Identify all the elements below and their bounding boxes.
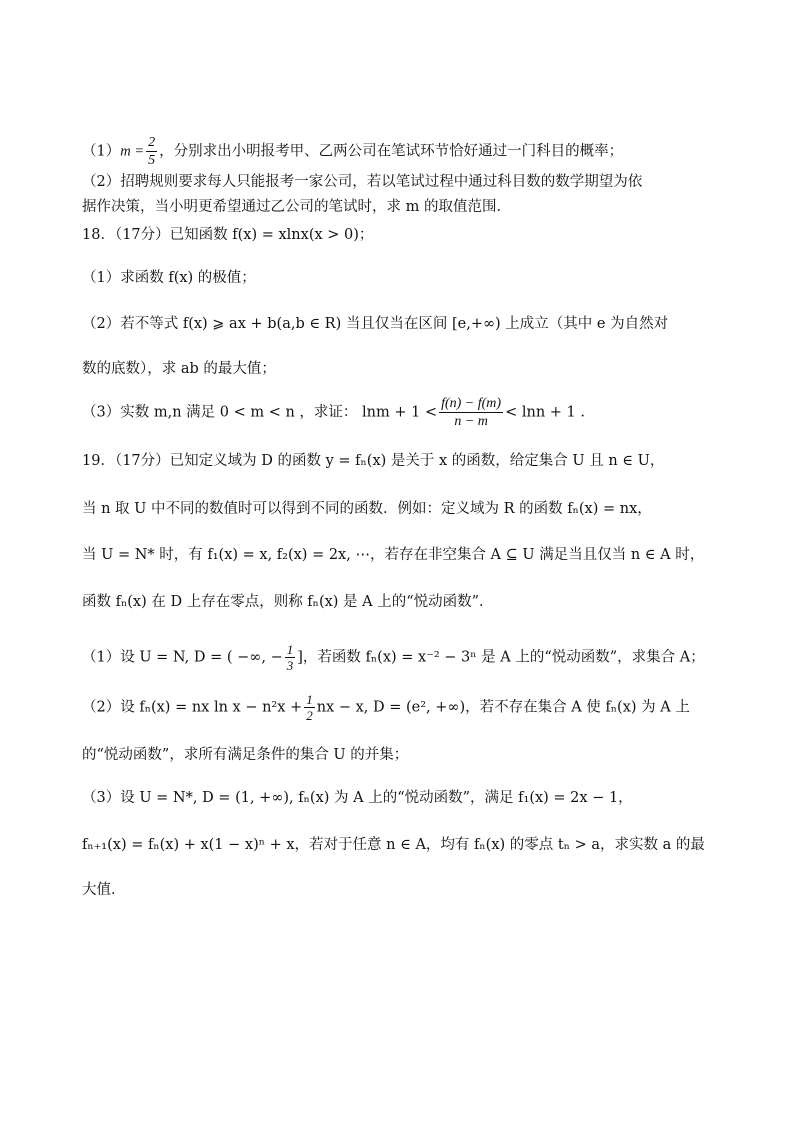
q18-stem: 18．（17分）已知函数 f(x) = xlnx(x > 0)； bbox=[82, 227, 374, 243]
q19-stem-line2: 当 n 取 U 中不同的数值时可以得到不同的函数．例如：定义域为 R 的函数 fₙ(x) = nx， bbox=[82, 501, 652, 517]
q19-part1-text: （1）设 U = N, D = ( −∞, − bbox=[82, 649, 283, 666]
q19-part2-line2: 的“悦动函数”，求所有满足条件的集合 U 的并集； bbox=[82, 747, 409, 763]
q19-part2-line1 bbox=[82, 692, 732, 723]
q17-part2-line2: 据作决策，当小明更希望通过乙公司的笔试时，求 m 的取值范围． bbox=[82, 199, 511, 215]
q19-stem-line4: 函数 fₙ(x) 在 D 上存在零点，则称 fₙ(x) 是 A 上的“悦动函数”． bbox=[82, 594, 494, 610]
q17-part2-line1: （2）招聘规则要求每人只能报考一家公司，若以笔试过程中通过科目数的数学期望为依 bbox=[82, 174, 643, 190]
q18-part2-line1: （2）若不等式 f(x) ⩾ ax + b(a,b ∈ R) 当且仅当在区间 [e,+∞) 上成立（其中 e 为自然对 bbox=[82, 316, 669, 332]
q19-part1 bbox=[82, 642, 732, 673]
fraction-denominator: 2 bbox=[306, 708, 313, 723]
q19-stem-line3: 当 U = N* 时，有 f₁(x) = x, f₂(x) = 2x, ⋯，若存在非空集合 A ⊆ U 满足当且仅当 n ∈ A 时， bbox=[82, 547, 705, 563]
q19-part3-line3: 大值． bbox=[82, 882, 126, 898]
q17-part1-text: ，分别求出小明报考甲、乙两公司在笔试环节恰好通过一门科目的概率； bbox=[159, 143, 624, 160]
q19-part3-line2: fₙ₊₁(x) = fₙ(x) + x(1 − x)ⁿ + x，若对于任意 n ∈ A，均有 fₙ(x) 的零点 tₙ > a，求实数 a 的最 bbox=[82, 837, 705, 853]
q19-part2-fraction bbox=[304, 692, 315, 723]
q19-part2-tail: nx − x, D = (e², +∞)，若不存在集合 A 使 fₙ(x) 为 A 上 bbox=[316, 699, 690, 716]
q18-part1: （1）求函数 f(x) 的极值； bbox=[82, 270, 256, 286]
fraction-denominator: 3 bbox=[286, 658, 294, 673]
q19-part1-fraction bbox=[285, 642, 296, 673]
fraction-numerator: f(n) − f(m) bbox=[441, 396, 502, 411]
fraction-numerator: 1 bbox=[286, 642, 294, 657]
q19-stem-line1: 19．（17分）已知定义域为 D 的函数 y = fₙ(x) 是关于 x 的函数，给定集合 U 且 n ∈ U， bbox=[82, 453, 665, 469]
q17-part1-label: （1） bbox=[82, 143, 121, 160]
q19-part3-line1: （3）设 U = N*, D = (1, +∞), fₙ(x) 为 A 上的“悦动函数”，满足 f₁(x) = 2x − 1， bbox=[82, 790, 633, 806]
fraction-denominator: n − m bbox=[454, 414, 488, 429]
q18-part3-tail: < lnn + 1 . bbox=[505, 404, 585, 421]
q17-part1-m-eq: m = bbox=[120, 143, 145, 160]
q19-part2-text: （2）设 fₙ(x) = nx ln x − n²x + bbox=[82, 699, 303, 716]
q18-part2-line2: 数的底数），求 ab 的最大值； bbox=[82, 361, 276, 377]
q18-part3-text: （3）实数 m,n 满足 0 < m < n ，求证： lnm + 1 < bbox=[82, 404, 438, 421]
q17-part1-fraction bbox=[146, 134, 157, 169]
q19-part1-tail: ]，若函数 fₙ(x) = x⁻² − 3ⁿ 是 A 上的“悦动函数”，求集合 A； bbox=[297, 649, 705, 666]
fraction-numerator: 2 bbox=[148, 135, 156, 150]
q17-part1 bbox=[82, 134, 732, 169]
fraction-denominator: 5 bbox=[148, 153, 156, 168]
q18-part3 bbox=[82, 395, 732, 430]
q18-part3-fraction bbox=[439, 395, 503, 430]
fraction-numerator: 1 bbox=[306, 692, 313, 707]
